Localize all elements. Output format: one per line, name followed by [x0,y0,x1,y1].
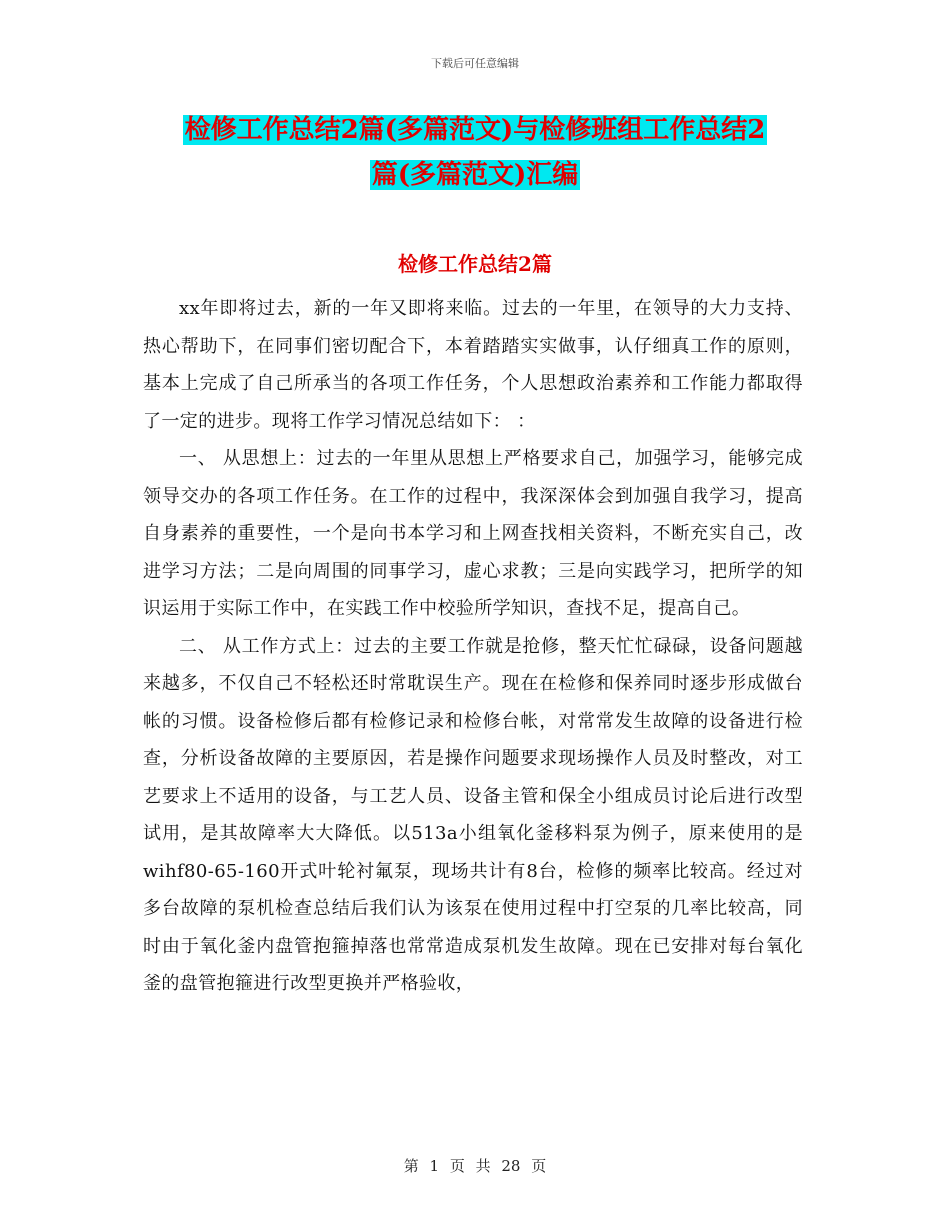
paragraph-3: 二、 从工作方式上：过去的主要工作就是抢修，整天忙忙碌碌，设备问题越来越多，不仅自己不轻松还时常耽误生产。现在在检修和保养同时逐步形成做台帐的习惯。设备检修后都有检修记录和检修台帐，对常常发生故障的设备进行检查，分析设备故障的主要原因，若是操作问题要求现场操作人员及时整改，对工艺要求上不适用的设备，与工艺人员、设备主管和保全小组成员讨论后进行改型试用，是其故障率大大降低。以513a小组氧化釜移料泵为例子，原来使用的是wihf80-65-160开式叶轮衬氟泵，现场共计有8台，检修的频率比较高。经过对多台故障的泵机检查总结后我们认为该泵在使用过程中打空泵的几率比较高，同时由于氧化釜内盘管抱箍掉落也常常造成泵机发生故障。现在已安排对每台氧化釜的盘管抱箍进行改型更换并严格验收， [143,635,803,994]
page-footer: 第 1 页 共 28 页 [403,1157,547,1175]
header-note: 下载后可任意编辑 [431,57,519,70]
title-line-1: 检修工作总结2篇(多篇范文)与检修班组工作总结2 [184,115,766,145]
title-line-2: 篇(多篇范文)汇编 [371,160,579,190]
document-title [150,108,800,198]
section-title: 检修工作总结2篇 [398,252,552,276]
paragraph-2: 一、 从思想上：过去的一年里从思想上严格要求自己，加强学习，能够完成领导交办的各项工作任务。在工作的过程中，我深深体会到加强自我学习，提高自身素养的重要性，一个是向书本学习和上网查找相关资料，不断充实自己，改进学习方法；二是向周围的同事学习，虚心求教；三是向实践学习，把所学的知识运用于实际工作中，在实践工作中校验所学知识，查找不足，提高自己。 [143,448,803,619]
paragraph-1: xx年即将过去，新的一年又即将来临。过去的一年里，在领导的大力支持、热心帮助下，在同事们密切配合下，本着踏踏实实做事，认仔细真工作的原则，基本上完成了自己所承当的各项工作任务，个人思想政治素养和工作能力都取得了一定的进步。现将工作学习情况总结如下： ： [143,298,803,432]
body-text [143,290,803,1003]
